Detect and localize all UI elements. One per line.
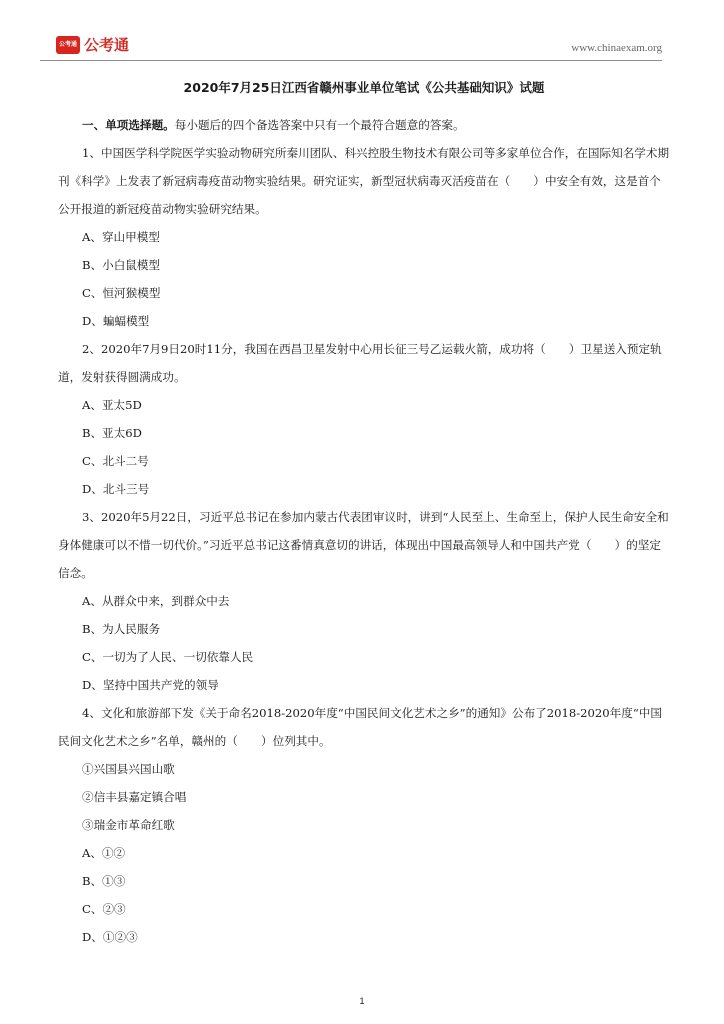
section-head-label: 一、单项选择题。 xyxy=(82,118,175,132)
question-option: D、北斗三号 xyxy=(82,482,150,496)
question-option: C、恒河猴模型 xyxy=(82,286,161,300)
section-description: 每小题后的四个备选答案中只有一个最符合题意的答案。 xyxy=(174,118,465,132)
question-stem: 1、中国医学科学院医学实验动物研究所秦川团队、科兴控股生物技术有限公司等多家单位合作，在国际知名学术期刊《科学》上发表了新冠病毒疫苗动物实验结果。研究证实，新型冠状病毒灭活疫苗在（ ）中安全有效，这是首个公开报道的新冠疫苗动物实验研究结果。 xyxy=(58,146,670,216)
question-option: D、①②③ xyxy=(82,930,138,944)
question-option: C、一切为了人民、一切依靠人民 xyxy=(82,650,254,664)
question-option: A、从群众中来，到群众中去 xyxy=(82,594,230,608)
document-body xyxy=(58,78,670,951)
question-item: ②信丰县嘉定镇合唱 xyxy=(82,790,187,804)
question-option: A、①② xyxy=(82,846,126,860)
page-number: 1 xyxy=(359,996,365,1006)
site-url[interactable]: www.chinaexam.org xyxy=(571,42,662,54)
logo-badge-icon: 公考通 xyxy=(56,36,80,54)
question-option: C、北斗二号 xyxy=(82,454,149,468)
question-option: B、小白鼠模型 xyxy=(82,258,161,272)
question-option: D、蝙蝠模型 xyxy=(82,314,150,328)
section-heading xyxy=(58,111,670,139)
logo-text: 公考通 xyxy=(84,36,130,54)
question-option: B、亚太6D xyxy=(82,426,142,440)
question-option: B、①③ xyxy=(82,874,126,888)
question-option: B、为人民服务 xyxy=(82,622,161,636)
page-header xyxy=(40,30,662,61)
question-option: A、穿山甲模型 xyxy=(82,230,160,244)
question-stem: 4、文化和旅游部下发《关于命名2018-2020年度“中国民间文化艺术之乡”的通知》公布了2018-2020年度“中国民间文化艺术之乡”名单，赣州的（ ）位列其中。 xyxy=(58,706,662,748)
document-title: 2020年7月25日江西省赣州事业单位笔试《公共基础知识》试题 xyxy=(183,80,545,95)
question-stem: 2、2020年7月9日20时11分，我国在西昌卫星发射中心用长征三号乙运载火箭，成功将（ ）卫星送入预定轨道，发射获得圆满成功。 xyxy=(58,342,662,384)
question-item: ③瑞金市革命红歌 xyxy=(82,818,175,832)
question-option: C、②③ xyxy=(82,902,126,916)
question-stem: 3、2020年5月22日，习近平总书记在参加内蒙古代表团审议时，讲到“人民至上、生命至上，保护人民生命安全和身体健康可以不惜一切代价。”习近平总书记这番情真意切的讲话，体现出中国最高领导人和中国共产党（ ）的坚定信念。 xyxy=(58,510,669,580)
question-item: ①兴国县兴国山歌 xyxy=(82,762,175,776)
question-option: A、亚太5D xyxy=(82,398,142,412)
brand-logo[interactable] xyxy=(56,34,129,55)
question-option: D、坚持中国共产党的领导 xyxy=(82,678,219,692)
